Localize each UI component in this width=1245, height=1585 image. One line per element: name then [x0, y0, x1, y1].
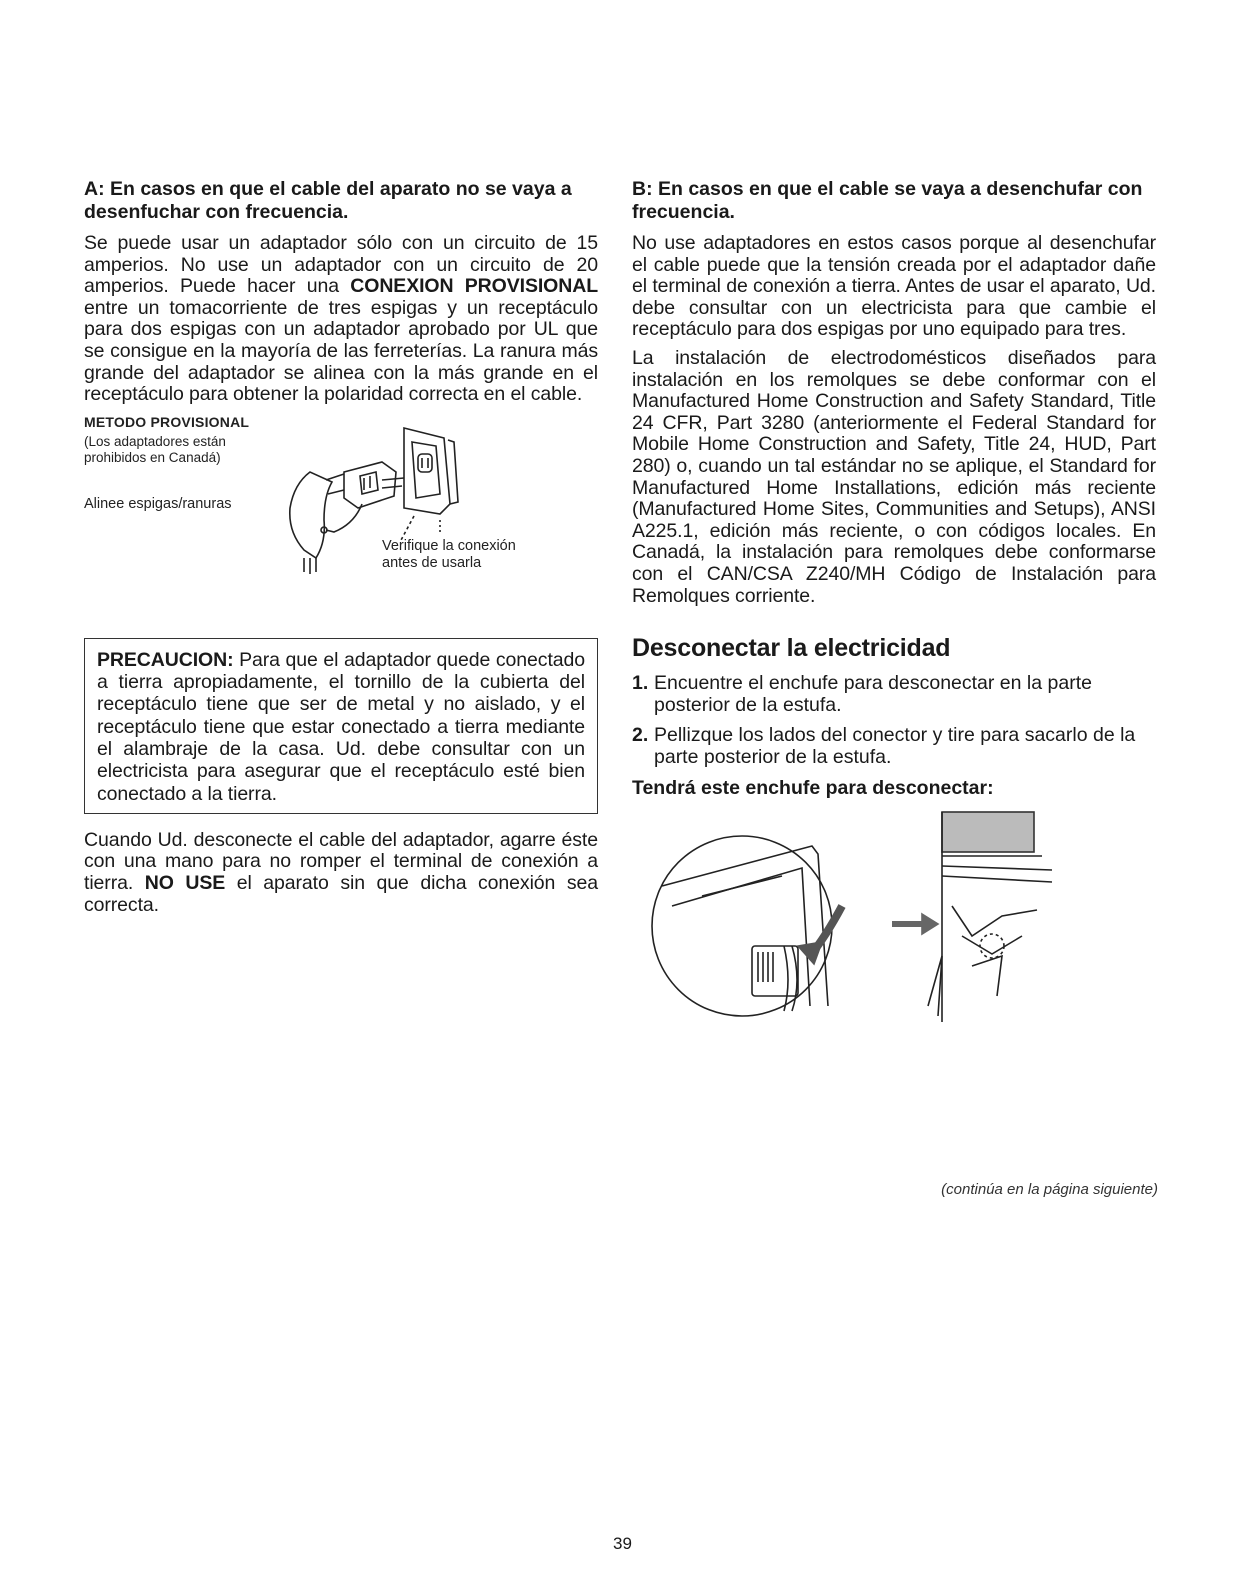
- disconnect-heading: Desconectar la electricidad: [632, 634, 951, 663]
- section-a-para1-end: entre un tomacorriente de tres espigas y un receptáculo para dos espigas con un adaptador aprobado por UL que se consigue en la mayoría de las ferreterías. La ranura más grande del adaptador se alinea con la más grande en el receptáculo para obtener la polaridad correcta en el cable.: [84, 296, 598, 406]
- figure-verify-line1: Verifique la conexión: [382, 537, 516, 554]
- figure-verify-line2: antes de usarla: [382, 554, 482, 571]
- caution-box: [84, 638, 598, 814]
- figure-note-line1: (Los adaptadores están: [84, 433, 226, 449]
- continued-note: (continúa en la página siguiente): [941, 1181, 1158, 1198]
- section-a-para2-start: Cuando Ud. desconecte el cable del adaptador, agarre éste con una mano para no romper el terminal de conexión a tierra.: [84, 828, 598, 895]
- section-a-para1-bold: CONEXION PROVISIONAL: [350, 275, 599, 298]
- section-a-paragraph-2: [84, 830, 598, 916]
- step-number: 1.: [632, 672, 649, 695]
- page-number: 39: [613, 1534, 632, 1553]
- disconnect-subheading: Tendrá este enchufe para desconectar:: [632, 777, 994, 800]
- step-item: [632, 725, 1156, 768]
- step-text: Encuentre el enchufe para desconectar en la parte posterior de la estufa.: [654, 672, 1092, 716]
- section-a-para2-end: el aparato sin que dicha conexión sea correcta.: [84, 872, 599, 916]
- range-plug-illustration: [642, 806, 1062, 1026]
- column-a: [84, 178, 598, 916]
- step-item: [632, 673, 1156, 716]
- step-number: 2.: [632, 724, 649, 747]
- adapter-illustration: [264, 424, 484, 584]
- column-b: [632, 178, 1156, 1026]
- caution-label: PRECAUCION:: [97, 648, 234, 671]
- caution-text: [97, 649, 585, 805]
- figure-note-line2: prohibidos en Canadá): [84, 449, 221, 465]
- range-plug-figure: [632, 806, 1156, 1026]
- figure-title: METODO PROVISIONAL: [84, 413, 250, 430]
- step-text: Pellizque los lados del conector y tire para sacarlo de la parte posterior de la estufa.: [654, 724, 1136, 768]
- section-b-paragraph-2: La instalación de electrodomésticos diseñados para instalación en los remolques se debe conformar con el Manufactured Home Construction and Safety Standard, Title 24 CFR, Part 3280 (anteriormente el Federal Standard for Mobile Home Construction and Safety, Title 24, HUD, Part 280) o, cuando un tal estándar no se aplique, el Standard for Manufactured Home Installations, edición más reciente (Manufactured Home Sites, Communities and Setups), ANSI A225.1, edición más reciente, o con códigos locales. En Canadá, la instalación para remolques debe conformarse con el CAN/CSA Z240/MH Código de Instalación para Remolques corriente.: [632, 346, 1156, 607]
- section-b-title: B: En casos en que el cable se vaya a desenchufar con frecuencia.: [632, 178, 1143, 223]
- section-a-para2-bold: NO USE: [144, 872, 226, 895]
- section-a-para1-start: Se puede usar un adaptador sólo con un circuito de 15 amperios. No use un adaptador con un circuito de 20 amperios. Puede hacer una: [84, 232, 598, 298]
- adapter-figure: [84, 414, 598, 620]
- figure-align-label: Alinee espigas/ranuras: [84, 495, 232, 512]
- caution-body: Para que el adaptador quede conectado a tierra apropiadamente, el tornillo de la cubierta del receptáculo tiene que ser de metal y no aislado, y el receptáculo tiene que estar conectado a tierra mediante el alambraje de la casa. Ud. debe consultar con un electricista para asegurar que el receptáculo esté bien conectado a la tierra.: [97, 648, 585, 805]
- disconnect-steps: [632, 673, 1156, 768]
- section-a-title: A: En casos en que el cable del aparato no se vaya a desenfuchar con frecuencia.: [84, 178, 572, 223]
- section-b-paragraph-1: No use adaptadores en estos casos porque al desenchufar el cable puede que la tensión creada por el adaptador dañe el terminal de conexión a tierra. Antes de usar el aparato, Ud. debe consultar con un electricista para que cambie el receptáculo para dos espigas por uno equipado para tres.: [632, 232, 1156, 341]
- section-a-paragraph-1: [84, 233, 598, 406]
